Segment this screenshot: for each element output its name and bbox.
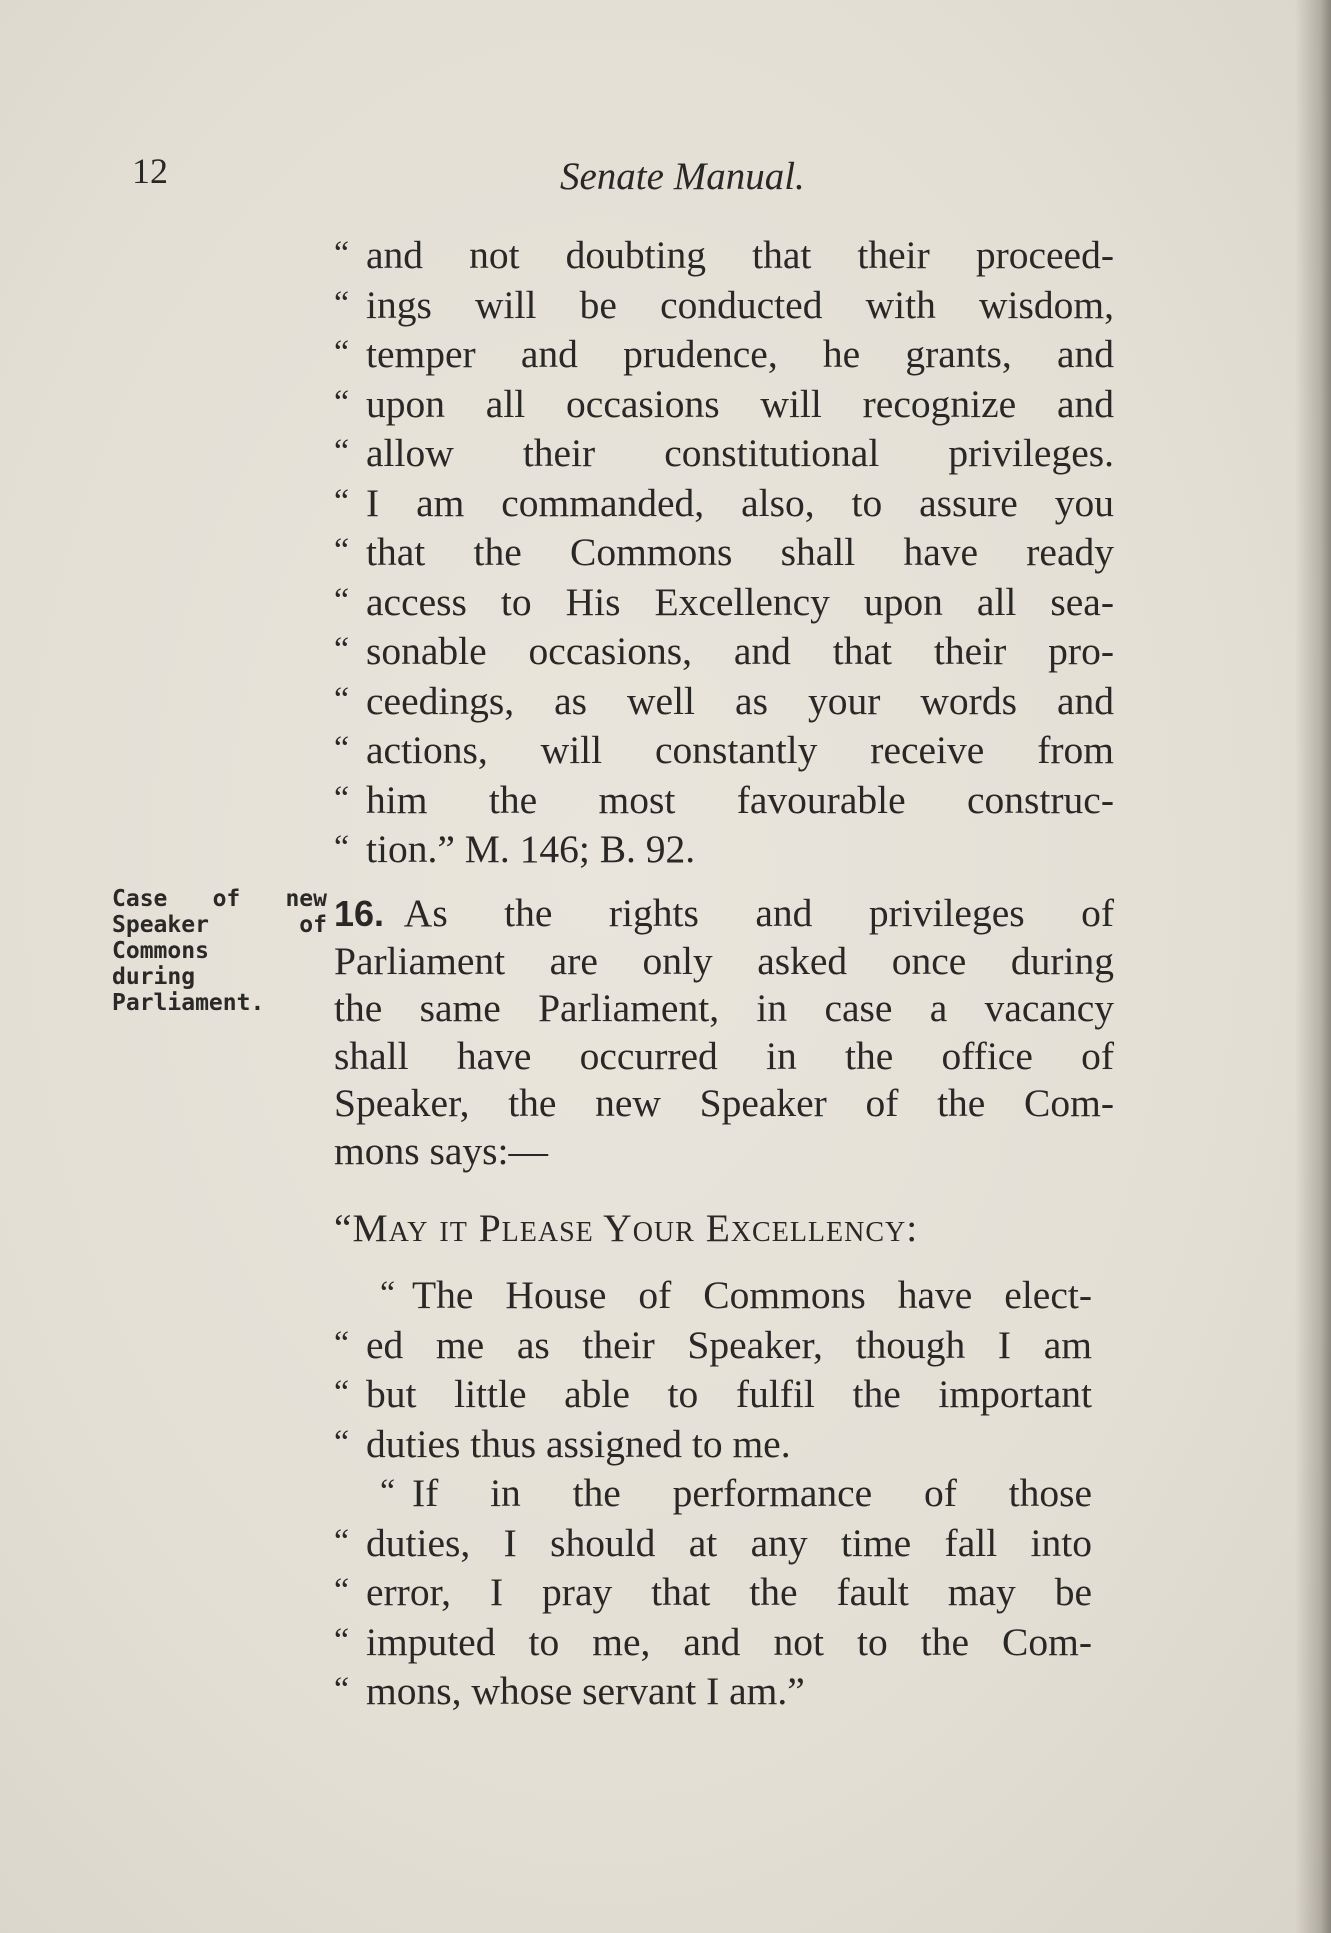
quote-mark: “ [334,1522,350,1560]
section-16 [334,890,1114,1175]
speech-line-text: but little able to fulfil the important [366,1372,1092,1416]
section-line-text: mons says:— [334,1128,548,1173]
quote-mark: “ [380,1473,396,1510]
section-number: 16. [334,893,385,934]
quote-mark: “ [334,829,350,866]
speech-line-text: imputed to me, and not to the Com- [366,1619,1092,1664]
speech-line-text: mons, whose servant I am.” [366,1669,805,1713]
quote-mark: “ [334,730,350,767]
margin-note-line: Speaker of [112,912,327,938]
quote-mark: “ [334,1374,350,1411]
speech-line [334,1419,1092,1469]
quote-line [334,527,1114,577]
quote-mark: “ [334,284,350,322]
speech-line-text: If in the performance of those [412,1471,1092,1515]
quote-line [334,626,1114,676]
quote-line [334,230,1114,280]
margin-note-line: Parliament. [112,990,265,1016]
quote-mark: “ [334,334,350,371]
margin-note-line: Case of new [112,886,327,912]
section-line [334,985,1114,1033]
speech-line-text: ed me as their Speaker, though I am [366,1322,1092,1367]
quote-line-text: and not doubting that their proceed- [366,233,1114,277]
quote-line [334,775,1114,825]
quote-line-text: I am commanded, also, to assure you [366,480,1114,525]
quote-line [334,577,1114,627]
quote-line-text: temper and prudence, he grants, and [366,332,1114,376]
speech-line [334,1320,1092,1370]
speech-line [334,1369,1092,1419]
quote-mark: “ [334,532,350,569]
speaker-speech [334,1270,1092,1716]
margin-note [112,886,327,1016]
quoted-reply-block [334,230,1114,874]
quote-line-text: upon all occasions will recognize and [366,381,1114,426]
margin-note-line: during [112,964,196,990]
quote-line-text: allow their constitutional privileges. [366,431,1114,475]
section-line [334,938,1114,986]
quote-line [334,329,1114,379]
quote-mark: “ [334,1423,350,1461]
quote-mark: “ [334,631,350,668]
quote-mark: “ [334,383,350,421]
quote-line-text: that the Commons shall have ready [366,530,1114,574]
section-line [334,1080,1114,1128]
speech-line [334,1518,1092,1568]
speech-line-text: error, I pray that the fault may be [366,1570,1092,1614]
quote-line-text: access to His Excellency upon all sea- [366,579,1114,624]
section-line [334,890,1114,938]
section-line-text: As the rights and privileges of [403,891,1114,935]
quote-mark: “ [334,1572,350,1609]
quote-line-text: tion.” M. 146; B. 92. [366,827,696,871]
quote-line [334,428,1114,478]
margin-note-line: Commons [112,938,209,964]
address-heading [334,1205,1114,1253]
quote-mark: “ [334,235,350,272]
section-line [334,1033,1114,1081]
quote-mark: “ [334,433,350,470]
speech-line [334,1468,1092,1518]
section-line-text: Speaker, the new Speaker of the Com- [334,1081,1114,1125]
quote-line-text: actions, will constantly receive from [366,728,1114,772]
quote-line [334,379,1114,429]
speech-line [334,1617,1092,1667]
running-title: Senate Manual. [560,155,805,198]
quote-mark: “ [334,581,350,619]
page-number: 12 [132,151,168,191]
section-line-text: the same Parliament, in case a vacancy [334,986,1114,1030]
quote-line [334,478,1114,528]
quote-mark: “ [334,1324,350,1362]
quote-line [334,280,1114,330]
quote-line [334,824,1114,874]
quote-mark: “ [334,680,350,718]
quote-line [334,676,1114,726]
quote-mark: “ [334,1671,350,1708]
quote-line-text: him the most favourable construc- [366,777,1114,822]
speech-line-text: The House of Commons have elect- [412,1273,1092,1317]
address-salutation: “May it Please Your Excellency: [334,1206,919,1250]
quote-line [334,725,1114,775]
section-line [334,1128,1114,1176]
quote-mark: “ [380,1275,396,1312]
quote-line-text: ings will be conducted with wisdom, [366,282,1114,327]
quote-mark: “ [334,779,350,817]
quote-line-text: sonable occasions, and that their pro- [366,629,1114,673]
quote-mark: “ [334,1621,350,1659]
speech-line-text: duties, I should at any time fall into [366,1520,1092,1565]
speech-line [334,1567,1092,1617]
quote-mark: “ [334,482,350,520]
section-line-text: shall have occurred in the office of [334,1033,1114,1078]
section-line-text: Parliament are only asked once during [334,938,1114,983]
page-edge-shadow [1295,0,1331,1933]
speech-line [334,1270,1092,1320]
speech-line [334,1666,1092,1716]
page-header [0,150,1331,210]
quote-line-text: ceedings, as well as your words and [366,678,1114,723]
speech-line-text: duties thus assigned to me. [366,1421,791,1466]
